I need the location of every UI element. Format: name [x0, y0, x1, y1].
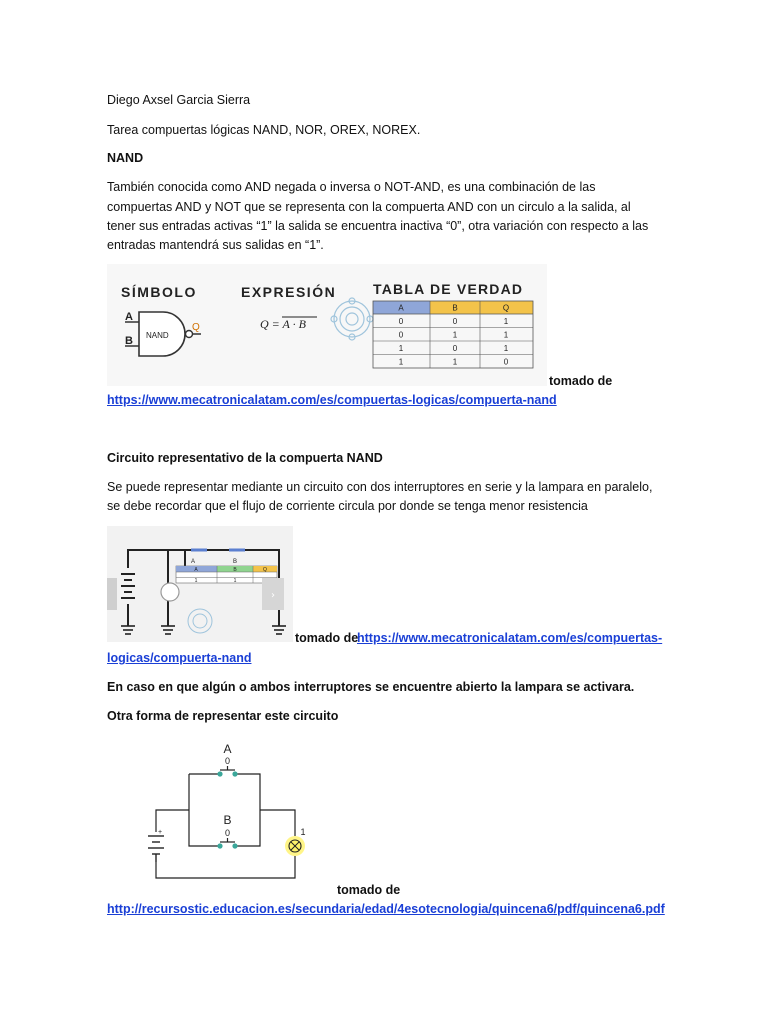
carousel-prev-button[interactable]: [107, 578, 117, 610]
truth-cell: 0: [398, 330, 404, 340]
expression-title: EXPRESIÓN: [241, 284, 337, 300]
mini-header-b: B: [233, 567, 237, 573]
gate-label: NAND: [146, 331, 169, 340]
nand-heading: NAND: [107, 151, 144, 165]
source-link-3[interactable]: http://recursostic.educacion.es/secundaria/edad/4esotecnologia/quincena6/pdf/quincena6.pdf: [107, 902, 665, 916]
assignment-title: Tarea compuertas lógicas NAND, NOR, OREX, NOREX.: [107, 123, 421, 137]
switch-b-label: B: [232, 559, 238, 565]
nand-paragraph-line-1: También conocida como AND negada o inversa o NOT-AND, es una combinación de las: [107, 180, 596, 194]
nand-paragraph-line-4: entradas mantendrá sus salidas en “1”.: [107, 238, 324, 252]
truth-cell: 0: [503, 357, 509, 367]
battery-plus-icon: +: [158, 829, 163, 836]
nand-paragraph-line-2: compuertas AND y NOT que se representa con la compuerta AND con un circulo a la salida, al: [107, 200, 631, 214]
switch-b-label: B: [223, 813, 232, 827]
switch-a-icon: [191, 549, 207, 552]
source-link-2b[interactable]: logicas/compuerta-nand: [107, 651, 252, 665]
circuit-paragraph-line-1: Se puede representar mediante un circuito con dos interruptores en serie y la lampara en paralelo,: [107, 480, 653, 494]
lamp-icon: [285, 836, 305, 856]
lamp-note: En caso en que algún o ambos interruptores se encuentre abierto la lampara se activara.: [107, 680, 635, 694]
truth-table-title: TABLA DE VERDAD: [373, 281, 524, 297]
author-name: Diego Axsel Garcia Sierra: [107, 93, 251, 107]
truth-cell: 1: [503, 317, 509, 326]
switch-b-icon: [229, 549, 245, 552]
mini-header-q: Q: [263, 567, 267, 573]
symbol-title: SÍMBOLO: [121, 284, 197, 300]
nand-figure-svg: [107, 264, 547, 386]
switch-a-state: 0: [224, 756, 231, 766]
mini-cell: 1: [233, 578, 237, 584]
truth-header-q: Q: [502, 303, 510, 313]
source-link-1[interactable]: https://www.mecatronicalatam.com/es/compuertas-logicas/compuerta-nand: [107, 393, 557, 407]
mini-cell: 1: [194, 578, 198, 584]
truth-cell: 1: [503, 344, 509, 353]
other-way-heading: Otra forma de representar este circuito: [107, 709, 339, 723]
switch-b-icon: [217, 838, 237, 849]
truth-cell: 0: [398, 317, 404, 326]
source-link-2a[interactable]: https://www.mecatronicalatam.com/es/compuertas-: [357, 631, 663, 645]
switch-a-label: A: [190, 559, 196, 565]
lamp-icon: [161, 583, 179, 601]
truth-header-b: B: [452, 303, 458, 313]
truth-cell: 0: [452, 317, 458, 326]
battery-icon: [148, 836, 164, 862]
parallel-circuit-svg: [140, 738, 310, 884]
truth-header-a: A: [398, 303, 404, 313]
truth-cell: 0: [452, 344, 458, 353]
switch-a-label: A: [223, 742, 232, 756]
circuit-heading: Circuito representativo de la compuerta NAND: [107, 451, 383, 465]
nand-figure: [107, 264, 547, 386]
nand-paragraph-line-3: tener sus entradas activas “1” la salida se encuentra inactiva “0”, otra variación con respecto a las: [107, 219, 649, 233]
source-label-3: tomado de: [337, 883, 401, 897]
chevron-right-icon: ›: [271, 590, 275, 601]
truth-cell: 1: [452, 330, 458, 340]
parallel-circuit-figure: [140, 738, 310, 884]
battery-icon: [119, 570, 137, 602]
source-label-2: tomado de: [295, 631, 359, 645]
truth-cell: 1: [503, 330, 509, 340]
gate-output-q: Q: [192, 322, 200, 333]
loading-spinner-icon: [188, 609, 212, 633]
circuit-figure: [107, 526, 293, 642]
loading-spinner-icon: [331, 298, 373, 340]
lamp-state: 1: [300, 827, 306, 837]
switch-a-icon: [217, 766, 237, 777]
mini-header-a: A: [194, 567, 198, 573]
truth-cell: 1: [398, 357, 404, 367]
gate-input-b: B: [125, 335, 133, 347]
circuit-figure-svg: [107, 526, 293, 642]
circuit-paragraph-line-2: se debe recordar que el flujo de corriente circula por donde se tenga menor resistencia: [107, 499, 588, 513]
mini-truth-table: [176, 566, 277, 583]
switch-b-state: 0: [224, 828, 231, 838]
boolean-expression: Q = A · B: [260, 317, 306, 331]
source-label-1: tomado de: [549, 374, 613, 388]
gate-input-a: A: [125, 311, 133, 323]
truth-cell: 1: [452, 357, 458, 367]
truth-cell: 1: [398, 344, 404, 353]
